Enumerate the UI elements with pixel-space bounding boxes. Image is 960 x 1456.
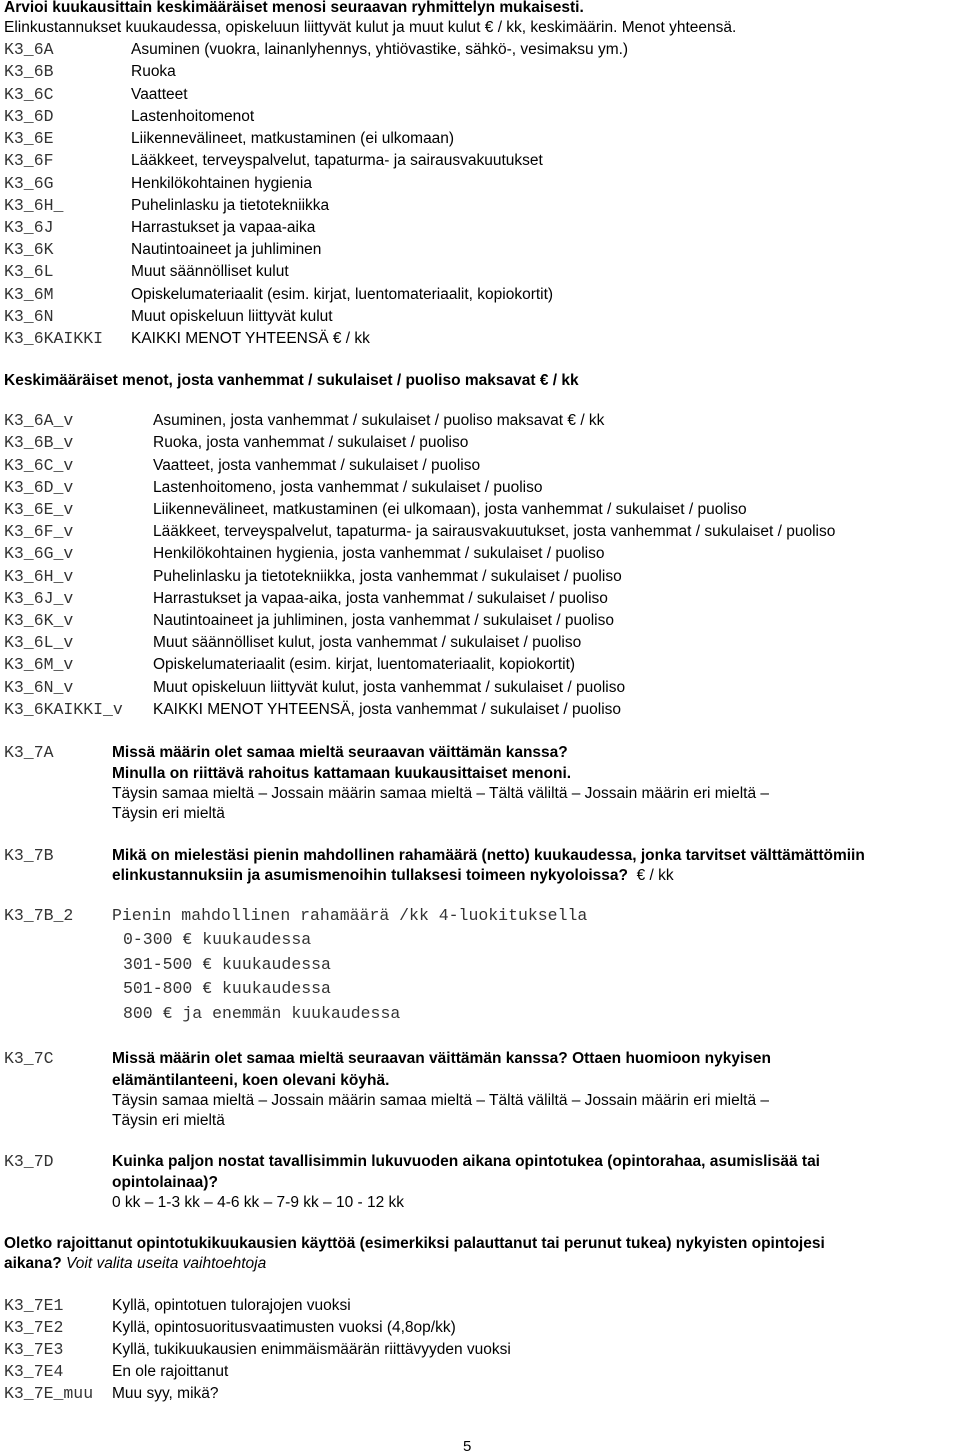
expense-desc: Lastenhoitomenot — [131, 108, 255, 125]
parent-expense-desc: Lastenhoitomeno, josta vanhemmat / sukulaiset / puoliso — [153, 479, 543, 496]
question-text: Missä määrin olet samaa mieltä seuraavan väittämän kanssa? Ottaen huomioon nykyisen — [112, 1050, 772, 1067]
classification-option: 800 € ja enemmän kuukaudessa — [123, 1004, 401, 1023]
option-desc: En ole rajoittanut — [112, 1363, 229, 1380]
expense-code: K3_6L — [4, 262, 54, 281]
parent-expense-desc: Opiskelumateriaalit (esim. kirjat, luentomateriaalit, kopiokortit) — [153, 656, 576, 673]
expense-code: K3_6F — [4, 151, 54, 170]
parent-expense-code: K3_6F_v — [4, 522, 74, 541]
parent-expense-desc: KAIKKI MENOT YHTEENSÄ, josta vanhemmat / sukulaiset / puoliso — [153, 701, 622, 718]
answer-scale-end: Täysin eri mieltä — [112, 805, 225, 822]
parent-expense-code: K3_6H_v — [4, 567, 74, 586]
option-code: K3_7E_muu — [4, 1384, 94, 1403]
parent-expense-code: K3_6N_v — [4, 678, 74, 697]
parent-expense-code: K3_6K_v — [4, 611, 74, 630]
parent-expense-code: K3_6E_v — [4, 500, 74, 519]
option-desc: Kyllä, opintosuoritusvaatimusten vuoksi (4,8op/kk) — [112, 1319, 456, 1336]
question-text: Missä määrin olet samaa mieltä seuraavan väittämän kanssa? — [112, 744, 568, 761]
expense-desc: Opiskelumateriaalit (esim. kirjat, luentomateriaalit, kopiokortit) — [131, 286, 554, 303]
option-code: K3_7E1 — [4, 1296, 64, 1315]
expense-desc: Puhelinlasku ja tietotekniikka — [131, 197, 330, 214]
expense-desc: Ruoka — [131, 63, 176, 80]
parent-expense-desc: Vaatteet, josta vanhemmat / sukulaiset / puoliso — [153, 457, 481, 474]
parent-expense-desc: Harrastukset ja vapaa-aika, josta vanhemmat / sukulaiset / puoliso — [153, 590, 608, 607]
expense-code: K3_6K — [4, 240, 54, 259]
expense-code: K3_6A — [4, 40, 54, 59]
classification-title: Pienin mahdollinen rahamäärä /kk 4-luokituksella — [112, 906, 588, 925]
parent-expense-desc: Nautintoaineet ja juhliminen, josta vanhemmat / sukulaiset / puoliso — [153, 612, 614, 629]
classification-option: 301-500 € kuukaudessa — [123, 955, 331, 974]
parent-expense-desc: Lääkkeet, terveyspalvelut, tapaturma- ja sairausvakuutukset, josta vanhemmat / sukulaiset / puoliso — [153, 523, 836, 540]
expense-desc: Muut opiskeluun liittyvät kulut — [131, 308, 333, 325]
expense-code: K3_6M — [4, 285, 54, 304]
question-code: K3_7A — [4, 743, 54, 762]
intro-heading: Arvioi kuukausittain keskimääräiset menosi seuraavan ryhmittelyn mukaisesti. — [4, 0, 584, 16]
classification-option: 0-300 € kuukaudessa — [123, 930, 312, 949]
parent-expense-desc: Ruoka, josta vanhemmat / sukulaiset / puoliso — [153, 434, 469, 451]
parent-expense-code: K3_6J_v — [4, 589, 74, 608]
parent-expense-desc: Muut opiskeluun liittyvät kulut, josta vanhemmat / sukulaiset / puoliso — [153, 679, 626, 696]
answer-scale: Täysin samaa mieltä – Jossain määrin samaa mieltä – Tältä väliltä – Jossain määrin eri mieltä – — [112, 785, 770, 802]
page-number: 5 — [463, 1438, 472, 1455]
answer-scale: 0 kk – 1-3 kk – 4-6 kk – 7-9 kk – 10 - 12 kk — [112, 1194, 405, 1211]
question-text-bold: aikana? — [4, 1255, 62, 1272]
expense-code: K3_6J — [4, 218, 54, 237]
question-code: K3_7B — [4, 846, 54, 865]
expense-code: K3_6H_ — [4, 196, 64, 215]
expense-code: K3_6G — [4, 174, 54, 193]
question-text: Mikä on mielestäsi pienin mahdollinen rahamäärä (netto) kuukaudessa, jonka tarvitset välttämättömiin — [112, 847, 865, 864]
parent-expense-code: K3_6L_v — [4, 633, 74, 652]
parent-expense-code: K3_6A_v — [4, 411, 74, 430]
parent-expense-code: K3_6D_v — [4, 478, 74, 497]
question-code: K3_7D — [4, 1152, 54, 1171]
parent-expense-code: K3_6G_v — [4, 544, 74, 563]
expense-desc: Liikennevälineet, matkustaminen (ei ulkomaan) — [131, 130, 455, 147]
expense-desc: Asuminen (vuokra, lainanlyhennys, yhtiövastike, sähkö-, vesimaksu ym.) — [131, 41, 629, 58]
expense-desc: Lääkkeet, terveyspalvelut, tapaturma- ja sairausvakuutukset — [131, 152, 543, 169]
expense-code: K3_6B — [4, 62, 54, 81]
parent-expense-desc: Liikennevälineet, matkustaminen (ei ulkomaan), josta vanhemmat / sukulaiset / puoliso — [153, 501, 747, 518]
expense-desc: Harrastukset ja vapaa-aika — [131, 219, 316, 236]
answer-scale: Täysin samaa mieltä – Jossain määrin samaa mieltä – Tältä väliltä – Jossain määrin eri mieltä – — [112, 1092, 770, 1109]
parent-expense-desc: Henkilökohtainen hygienia, josta vanhemmat / sukulaiset / puoliso — [153, 545, 605, 562]
question-code: K3_7B_2 — [4, 906, 74, 925]
question-text-bold: elinkustannuksiin ja asumismenoihin tullaksesi toimeen nykyoloissa? — [112, 867, 628, 884]
answer-scale-end: Täysin eri mieltä — [112, 1112, 225, 1129]
option-code: K3_7E3 — [4, 1340, 64, 1359]
option-desc: Muu syy, mikä? — [112, 1385, 219, 1402]
option-code: K3_7E2 — [4, 1318, 64, 1337]
parent-expense-desc: Asuminen, josta vanhemmat / sukulaiset / puoliso maksavat € / kk — [153, 412, 605, 429]
expense-code: K3_6E — [4, 129, 54, 148]
question-text-line2 — [112, 866, 674, 886]
question-hint: Voit valita useita vaihtoehtoja — [66, 1255, 267, 1272]
expense-desc: Muut säännölliset kulut — [131, 263, 289, 280]
expense-desc: Henkilökohtainen hygienia — [131, 175, 312, 192]
option-desc: Kyllä, opintotuen tulorajojen vuoksi — [112, 1297, 351, 1314]
parent-expense-code: K3_6M_v — [4, 655, 74, 674]
parent-expense-desc: Puhelinlasku ja tietotekniikka, josta vanhemmat / sukulaiset / puoliso — [153, 568, 622, 585]
question-text-line2 — [4, 1254, 266, 1274]
option-desc: Kyllä, tukikuukausien enimmäismäärän riittävyyden vuoksi — [112, 1341, 511, 1358]
expense-code: K3_6D — [4, 107, 54, 126]
parent-expense-code: K3_6KAIKKI_v — [4, 700, 123, 719]
expense-code: K3_6N — [4, 307, 54, 326]
question-code: K3_7C — [4, 1049, 54, 1068]
expense-desc: KAIKKI MENOT YHTEENSÄ € / kk — [131, 330, 370, 347]
parents-heading: Keskimääräiset menot, josta vanhemmat / sukulaiset / puoliso maksavat € / kk — [4, 372, 579, 389]
question-text: Oletko rajoittanut opintotukikuukausien käyttöä (esimerkiksi palauttanut tai perunut tukea) nykyisten opintojesi — [4, 1235, 825, 1252]
parent-expense-code: K3_6C_v — [4, 456, 74, 475]
intro-subheading: Elinkustannukset kuukaudessa, opiskeluun liittyvät kulut ja muut kulut € / kk, keskimäärin. Menot yhteensä. — [4, 19, 737, 36]
parent-expense-desc: Muut säännölliset kulut, josta vanhemmat / sukulaiset / puoliso — [153, 634, 582, 651]
question-statement: Minulla on riittävä rahoitus kattamaan kuukausittaiset menoni. — [112, 765, 572, 782]
question-text: Kuinka paljon nostat tavallisimmin lukuvuoden aikana opintotukea (opintorahaa, asumislisää tai — [112, 1153, 820, 1170]
question-text-line2: opintolainaa)? — [112, 1174, 218, 1191]
expense-code: K3_6C — [4, 85, 54, 104]
unit-label: € / kk — [636, 867, 674, 884]
option-code: K3_7E4 — [4, 1362, 64, 1381]
parent-expense-code: K3_6B_v — [4, 433, 74, 452]
expense-desc: Nautintoaineet ja juhliminen — [131, 241, 322, 258]
expense-desc: Vaatteet — [131, 86, 188, 103]
question-statement: elämäntilanteeni, koen olevani köyhä. — [112, 1072, 390, 1089]
expense-code: K3_6KAIKKI — [4, 329, 104, 348]
classification-option: 501-800 € kuukaudessa — [123, 979, 331, 998]
